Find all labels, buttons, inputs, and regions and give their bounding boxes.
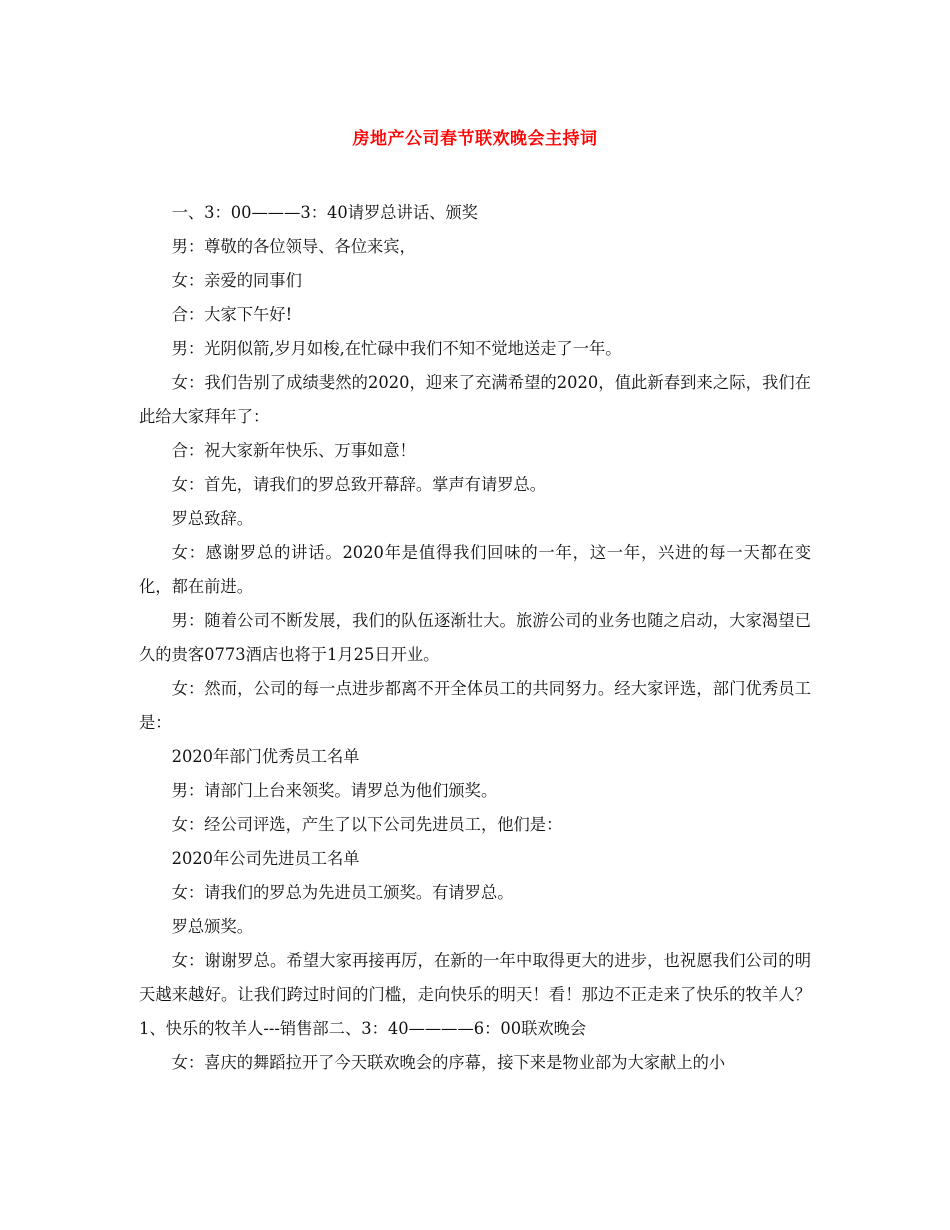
paragraph: 女：我们告别了成绩斐然的2020，迎来了充满希望的2020，值此新春到来之际，我们在此给大家拜年了： — [139, 373, 811, 426]
paragraph: 2020年公司先进员工名单 — [171, 849, 360, 868]
paragraph: 合：大家下午好! — [171, 305, 293, 324]
paragraph: 合：祝大家新年快乐、万事如意！ — [171, 441, 416, 460]
paragraph: 女：首先，请我们的罗总致开幕辞。掌声有请罗总。 — [171, 475, 547, 494]
paragraph: 男：尊敬的各位领导、各位来宾， — [171, 237, 416, 256]
paragraph: 罗总颁奖。 — [171, 917, 254, 936]
paragraph: 2020年部门优秀员工名单 — [171, 747, 360, 766]
paragraph: 罗总致辞。 — [171, 509, 254, 528]
document-title: 房地产公司春节联欢晚会主持词 — [352, 129, 598, 149]
document-body — [139, 196, 811, 1080]
paragraph: 一、3：00———3：40请罗总讲话、颁奖 — [171, 203, 478, 222]
paragraph: 女：谢谢罗总。希望大家再接再厉，在新的一年中取得更大的进步，也祝愿我们公司的明天越来越好。让我们跨过时间的门槛，走向快乐的明天！看！那边不正走来了快乐的牧羊人？1、快乐的牧羊人---销售部二、3：40————6：00联欢晚会 — [139, 951, 811, 1038]
paragraph: 女：感谢罗总的讲话。2020年是值得我们回味的一年，这一年，兴进的每一天都在变化，都在前进。 — [139, 543, 811, 596]
paragraph: 女：然而，公司的每一点进步都离不开全体员工的共同努力。经大家评选，部门优秀员工是： — [139, 679, 811, 732]
paragraph: 女：亲爱的同事们 — [171, 271, 302, 290]
paragraph: 女：经公司评选，产生了以下公司先进员工，他们是： — [171, 815, 563, 834]
paragraph: 男：请部门上台来领奖。请罗总为他们颁奖。 — [171, 781, 498, 800]
paragraph: 男：随着公司不断发展，我们的队伍逐渐壮大。旅游公司的业务也随之启动，大家渴望已久的贵客0773酒店也将于1月25日开业。 — [139, 611, 811, 664]
paragraph: 女：喜庆的舞蹈拉开了今天联欢晚会的序幕，接下来是物业部为大家献上的小 — [171, 1053, 726, 1072]
paragraph: 女：请我们的罗总为先进员工颁奖。有请罗总。 — [171, 883, 514, 902]
paragraph: 男：光阴似箭,岁月如梭,在忙碌中我们不知不觉地送走了一年。 — [171, 339, 622, 358]
